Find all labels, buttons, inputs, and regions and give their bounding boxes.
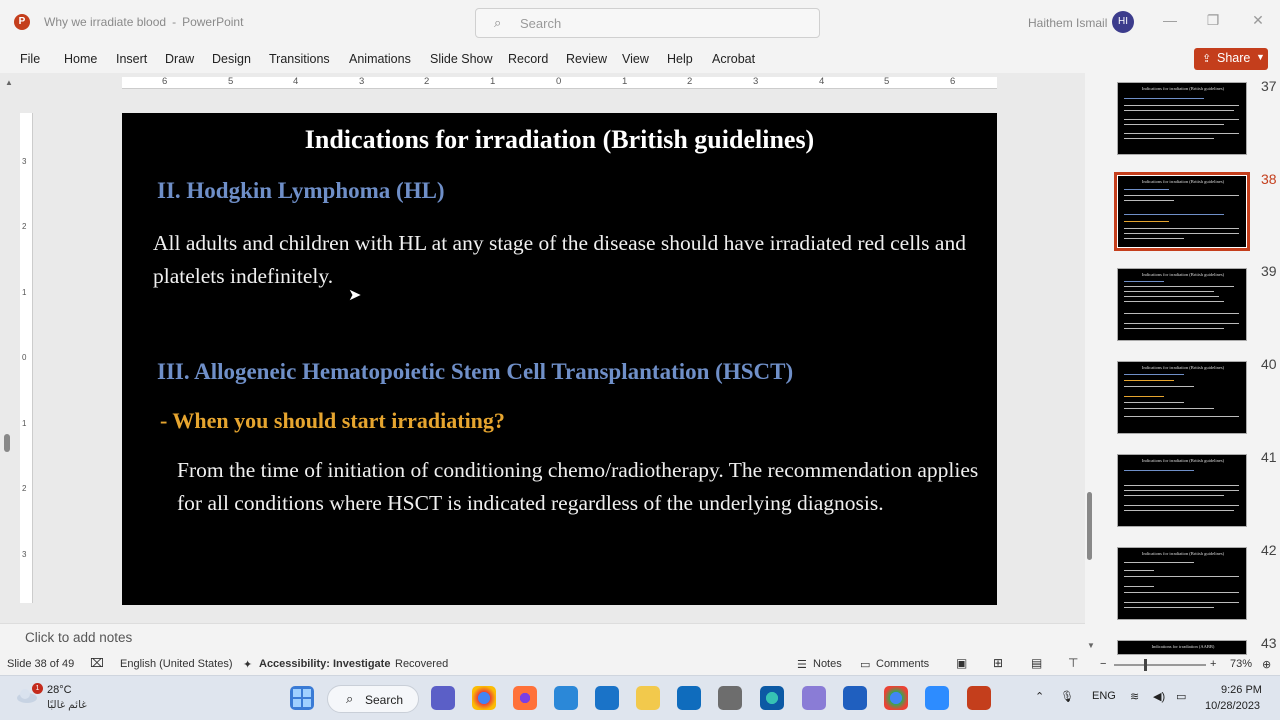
tab-design[interactable]: Design	[212, 52, 251, 66]
share-icon: ⇪	[1202, 53, 1212, 65]
comments-icon: ▭	[860, 659, 871, 671]
thumbnail-line	[1124, 221, 1169, 222]
tab-help[interactable]: Help	[667, 52, 693, 66]
thumbnail-number-active: 38	[1261, 171, 1277, 187]
store-icon[interactable]	[554, 686, 578, 710]
thumbnail-line	[1124, 586, 1154, 587]
thumbnail-line	[1124, 301, 1224, 302]
edge-icon[interactable]	[760, 686, 784, 710]
weather-temperature[interactable]: 28°C	[47, 684, 72, 696]
thumbnail-line	[1124, 386, 1194, 387]
thumbnail-number: 43	[1261, 635, 1277, 651]
thumbnail-title: Indications for irradiation (British guidelines)	[1141, 551, 1225, 556]
thumbnail-line	[1124, 380, 1174, 381]
user-name[interactable]: Haithem Ismail	[1028, 16, 1108, 30]
thumbnail-line	[1124, 374, 1184, 375]
thumbnail-title: Indications for irradiation (British guidelines)	[1141, 86, 1225, 91]
notes-icon: ☰	[797, 659, 807, 671]
zoom-level[interactable]: 73%	[1230, 658, 1253, 670]
thumbnail-line	[1124, 592, 1239, 593]
thumbnail-line	[1124, 505, 1239, 506]
slide-title[interactable]: Indications for irradiation (British guidelines)	[304, 125, 815, 154]
thumbnail-line	[1124, 485, 1239, 486]
wifi-icon[interactable]: ≋	[1130, 691, 1140, 703]
clock-date[interactable]: 10/28/2023	[1205, 700, 1261, 712]
normal-view-icon[interactable]: ▣	[956, 656, 968, 670]
notes-button[interactable]: Notes	[813, 658, 842, 670]
teams-icon[interactable]	[431, 686, 455, 710]
thumbnail-title: Indications for irradiation (British guidelines)	[1141, 179, 1225, 184]
thumbnail-line	[1124, 214, 1224, 215]
tab-file[interactable]: File	[20, 52, 41, 66]
ruler-tick: 4	[293, 76, 299, 87]
tab-insert[interactable]: Insert	[116, 52, 148, 66]
zoom-icon[interactable]	[925, 686, 949, 710]
slide-thumbnail[interactable]	[1117, 547, 1247, 620]
thumbnail-line	[1124, 233, 1239, 234]
clock-time[interactable]: 9:26 PM	[1221, 684, 1262, 696]
accessibility-icon: ✦	[243, 659, 253, 671]
share-label: Share	[1217, 51, 1251, 65]
thumbnail-line	[1124, 396, 1164, 397]
doc-name: Why we irradiate blood	[44, 15, 167, 29]
title-bar	[0, 0, 1280, 45]
maximize-button[interactable]: ❐	[1206, 12, 1220, 28]
thumbnail-number: 37	[1261, 78, 1277, 94]
thumbnail-line	[1124, 238, 1184, 239]
thumbnail-number: 42	[1261, 542, 1277, 558]
powerpoint-icon: P	[14, 14, 30, 30]
thumbnail-line	[1124, 323, 1239, 324]
horizontal-ruler	[122, 77, 997, 89]
folder-icon[interactable]	[636, 686, 660, 710]
language-indicator[interactable]: English (United States)	[120, 658, 233, 670]
section-heading-hodgkin[interactable]: II. Hodgkin Lymphoma (HL)	[157, 178, 445, 203]
thumbnail-title: Indications for irradiation (AABB)	[1151, 644, 1215, 649]
thumbnail-line	[1124, 562, 1194, 563]
search-input[interactable]	[475, 8, 820, 38]
microphone-icon[interactable]: 🎙	[1060, 691, 1074, 703]
ruler-tick: 0	[22, 353, 27, 362]
thumbnail-line	[1124, 313, 1239, 314]
calculator-icon[interactable]	[718, 686, 742, 710]
ruler-tick: 1	[622, 76, 628, 87]
thumbnail-line	[1124, 124, 1224, 125]
mouse-pointer-icon: ➤	[348, 287, 362, 304]
scroll-up-icon[interactable]: ▲	[5, 78, 13, 87]
notes-placeholder: Click to add notes	[25, 630, 133, 645]
document-title	[44, 15, 243, 29]
slide-canvas[interactable]	[122, 113, 997, 605]
thumbnail-line	[1124, 495, 1224, 496]
search-icon: ⌕	[346, 691, 354, 706]
recovered-status: Recovered	[395, 658, 449, 670]
outlook-icon[interactable]	[677, 686, 701, 710]
question-heading[interactable]: - When you should start irradiating?	[160, 408, 505, 433]
scroll-down-icon[interactable]: ▼	[1087, 641, 1095, 650]
ruler-tick: 3	[22, 550, 27, 559]
spelling-icon[interactable]: ⌧	[90, 656, 104, 670]
volume-icon[interactable]: ◀)	[1153, 691, 1166, 703]
ruler-tick: 1	[490, 76, 496, 87]
thumbnail-line	[1124, 416, 1239, 417]
thumbnail-line	[1124, 281, 1164, 282]
close-button[interactable]: ✕	[1252, 12, 1264, 28]
thumbnail-line	[1124, 110, 1234, 111]
ruler-tick: 3	[22, 157, 27, 166]
ruler-tick: 1	[22, 419, 27, 428]
thumbnail-line	[1124, 510, 1234, 511]
zoom-out-icon[interactable]: −	[1100, 658, 1107, 670]
weather-description[interactable]: غائم غالبًا	[47, 699, 87, 711]
zoom-slider-thumb[interactable]	[1144, 659, 1147, 671]
thumbnail-line	[1124, 328, 1224, 329]
slide-thumbnails-pane	[1085, 73, 1280, 655]
ruler-tick: 6	[162, 76, 168, 87]
slide-thumbnail[interactable]	[1117, 640, 1247, 655]
section-text-hodgkin[interactable]: All adults and children with HL at any stage of the disease should have irradiated red cells and platelets indefinitely.	[153, 231, 966, 288]
chrome-profile-icon[interactable]	[884, 686, 908, 710]
ruler-tick: 2	[687, 76, 693, 87]
thumbnail-line	[1124, 602, 1239, 603]
thumbnail-line	[1124, 189, 1169, 190]
slide-thumbnail-active[interactable]	[1117, 175, 1247, 248]
vertical-ruler	[20, 113, 33, 603]
notification-badge: 1	[32, 683, 43, 694]
ribbon-tabs	[0, 45, 1280, 73]
thumbnail-line	[1124, 133, 1239, 134]
app-name: PowerPoint	[182, 15, 244, 29]
chevron-down-icon[interactable]: ▼	[1256, 52, 1265, 62]
powerpoint-taskbar-icon[interactable]	[967, 686, 991, 710]
chrome-icon[interactable]	[472, 686, 496, 710]
ruler-tick: 2	[22, 484, 27, 493]
ruler-tick: 3	[359, 76, 365, 87]
slide-thumbnail[interactable]	[1117, 268, 1247, 341]
search-placeholder: Search	[520, 16, 562, 31]
fit-slide-icon[interactable]: ⊕	[1262, 659, 1272, 671]
slide-thumbnail[interactable]	[1117, 361, 1247, 434]
reading-view-icon[interactable]: ▤	[1031, 656, 1043, 670]
ruler-tick: 6	[950, 76, 956, 87]
tab-transitions[interactable]: Transitions	[269, 52, 330, 66]
thumbnail-line	[1124, 195, 1239, 196]
taskbar-search[interactable]	[327, 685, 419, 713]
thumbnail-title: Indications for irradiation (British guidelines)	[1141, 365, 1225, 370]
tab-record[interactable]: Record	[508, 52, 549, 66]
thumbnail-number: 41	[1261, 449, 1277, 465]
display-icon[interactable]	[595, 686, 619, 710]
ruler-tick: 5	[228, 76, 234, 87]
shield-icon[interactable]	[843, 686, 867, 710]
slide-counter: Slide 38 of 49	[7, 658, 75, 670]
editor-scrollbar[interactable]	[4, 434, 10, 452]
minimize-button[interactable]: —	[1163, 12, 1177, 28]
thumbnail-line	[1124, 138, 1214, 139]
zoom-in-icon[interactable]: +	[1210, 658, 1217, 670]
tab-view[interactable]: View	[622, 52, 649, 66]
ruler-tick: 0	[556, 76, 562, 87]
chevron-up-icon[interactable]: ⌃	[1035, 691, 1045, 703]
tab-review[interactable]: Review	[566, 52, 607, 66]
firefox-icon[interactable]	[513, 686, 537, 710]
thumbnail-line	[1124, 291, 1214, 292]
slide-sorter-icon[interactable]: ⊞	[993, 656, 1004, 670]
status-bar	[0, 655, 1280, 675]
thumbnail-line	[1124, 408, 1214, 409]
thumbnail-line	[1124, 490, 1239, 491]
tab-acrobat[interactable]: Acrobat	[712, 52, 756, 66]
thumbnail-line	[1124, 296, 1219, 297]
zoom-slider[interactable]	[1114, 664, 1206, 666]
notes-pane[interactable]	[0, 623, 1085, 655]
thumbnail-line	[1124, 228, 1239, 229]
taskbar-search-label: Search	[365, 693, 404, 707]
tab-slide-show[interactable]: Slide Show	[430, 52, 493, 66]
ruler-tick: 4	[819, 76, 825, 87]
search-icon: ⌕	[494, 15, 502, 30]
ruler-tick: 1	[22, 288, 27, 297]
comments-button[interactable]: Comments	[876, 658, 930, 670]
slide-thumbnail[interactable]	[1117, 82, 1247, 155]
accessibility-status[interactable]: Accessibility: Investigate	[259, 658, 391, 670]
thumbnail-line	[1124, 200, 1174, 201]
thumbnail-line	[1124, 105, 1239, 106]
thumbnail-number: 40	[1261, 356, 1277, 372]
tab-home[interactable]: Home	[64, 52, 98, 66]
avatar[interactable]: HI	[1112, 11, 1134, 33]
publisher-icon[interactable]	[802, 686, 826, 710]
language-indicator-taskbar[interactable]: ENG	[1092, 690, 1116, 702]
section-text-hsct[interactable]: From the time of initiation of conditioning chemo/radiotherapy. The recommendation applies for all conditions where HSCT is indicated regardless of the underlying diagnosis.	[177, 458, 979, 515]
thumbnail-line	[1124, 576, 1239, 577]
tab-draw[interactable]: Draw	[165, 52, 195, 66]
thumbnail-number: 39	[1261, 263, 1277, 279]
thumbnail-title: Indications for irradiation (British guidelines)	[1141, 458, 1225, 463]
slide-thumbnail[interactable]	[1117, 454, 1247, 527]
slideshow-icon[interactable]: ⊤	[1068, 656, 1079, 670]
share-button[interactable]	[1194, 48, 1268, 70]
thumbnails-scrollbar[interactable]	[1087, 492, 1092, 560]
ruler-tick: 3	[753, 76, 759, 87]
thumbnail-line	[1124, 402, 1184, 403]
ruler-tick: 2	[424, 76, 430, 87]
thumbnail-line	[1124, 607, 1214, 608]
tab-animations[interactable]: Animations	[349, 52, 411, 66]
windows-taskbar	[0, 675, 1280, 720]
title-separator: -	[172, 15, 177, 29]
section-heading-hsct[interactable]: III. Allogeneic Hematopoietic Stem Cell Transplantation (HSCT)	[157, 359, 794, 384]
ruler-tick: 2	[22, 222, 27, 231]
thumbnail-line	[1124, 119, 1239, 120]
thumbnail-line	[1124, 470, 1194, 471]
start-icon[interactable]	[290, 686, 314, 710]
ruler-tick: 5	[884, 76, 890, 87]
battery-icon[interactable]: ▭	[1176, 691, 1187, 703]
thumbnail-line	[1124, 570, 1154, 571]
thumbnail-title: Indications for irradiation (British guidelines)	[1141, 272, 1225, 277]
thumbnail-line	[1124, 98, 1204, 99]
thumbnail-line	[1124, 286, 1234, 287]
